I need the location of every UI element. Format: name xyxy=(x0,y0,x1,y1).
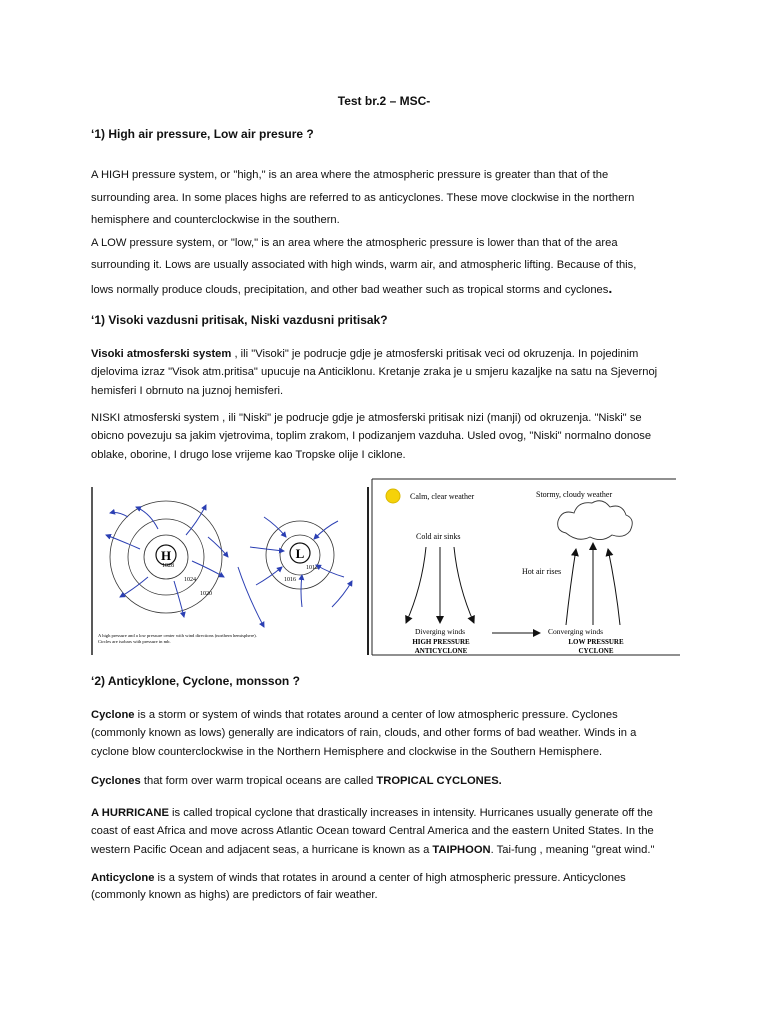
paragraph-niski xyxy=(91,409,691,464)
figure-caption: A high pressure and a low pressure center with wind directions (northern hemisphere). xyxy=(98,633,257,638)
hot-air-label: Hot air rises xyxy=(522,567,562,576)
isobar-label: 1028 xyxy=(162,563,174,569)
text-line: . Tai-fung , meaning "great wind." xyxy=(490,843,655,856)
paragraph-cyclone xyxy=(91,706,691,761)
text-line: (commonly known as highs) are predictors of fair weather. xyxy=(91,888,378,901)
paragraph-tropical-cyclones xyxy=(91,772,691,790)
isobar-label: 1024 xyxy=(184,577,196,583)
text-article: A xyxy=(91,807,102,819)
text-line: is a system of winds that rotates in around a center of high atmospheric pressure. Anticyclones xyxy=(154,872,626,884)
low-center-label: L xyxy=(295,546,305,561)
text-line: that form over warm tropical oceans are called xyxy=(140,775,377,787)
text-line: djelovima izraz "Visok atm.pritisa" upucuje na Anticiklonu. Kretanje zraka je u smjeru kazaljke na satu na Sjevernoj xyxy=(91,366,658,379)
converging-winds-label: Converging winds xyxy=(548,627,604,636)
high-pressure-label: HIGH PRESSURE xyxy=(412,638,470,646)
calm-weather-label: Calm, clear weather xyxy=(410,492,475,501)
text-line: hemisphere and counterclockwise in the southern. xyxy=(91,214,340,227)
text-line: surrounding area. In some places highs are referred to as anticyclones. These move clockwise in the northern xyxy=(91,191,635,204)
text-line: coast of east Africa and move across Atlantic Ocean toward Central America and the eastern United States. In the xyxy=(91,825,654,838)
text-line: surrounding it. Lows are usually associated with high winds, warm air, and atmospheric lifting. Because of this, xyxy=(91,259,637,272)
figure-caption: Circles are isobars with pressure in mb. xyxy=(98,639,171,644)
paragraph-hurricane xyxy=(91,804,691,859)
anticyclone-cyclone-diagram xyxy=(372,479,680,655)
anticyclone-label: ANTICYCLONE xyxy=(414,647,468,655)
text-line: NISKI atmosferski system , ili "Niski" je podrucje gdje je atmosferski pritisak nizi (manji) od okruzenja. "Niski" se xyxy=(91,412,642,424)
stormy-weather-label: Stormy, cloudy weather xyxy=(536,490,613,499)
wind-arrows-low xyxy=(238,517,352,627)
text-line: hemisferi I obrnuto na juznoj hemisferi. xyxy=(91,384,284,397)
storm-cloud-icon xyxy=(558,501,633,540)
text-line: (commonly known as lows) generally are indicators of rain, clouds, and other forms of bad weather. Winds in a xyxy=(91,727,637,740)
text-line: oblake, oborine, I drugo lose vrijeme kao Tropske olije I ciklone. xyxy=(91,448,406,461)
diverging-winds-label: Diverging winds xyxy=(415,627,466,636)
sun-icon xyxy=(386,489,400,503)
isobar-label: 1012 xyxy=(306,565,318,571)
paragraph-visoki xyxy=(91,345,691,400)
text-line: lows normally produce clouds, precipitation, and other bad weather such as tropical storms and cyclones xyxy=(91,283,609,296)
page-title: Test br.2 – MSC- xyxy=(337,94,431,108)
text-line: A HIGH pressure system, or "high," is an area where the atmospheric pressure is greater than that of the xyxy=(91,169,609,181)
cold-air-label: Cold air sinks xyxy=(416,532,461,541)
text-line: A LOW pressure system, or "low," is an area where the atmospheric pressure is lower than that of the area xyxy=(91,236,618,249)
low-pressure-label: LOW PRESSURE xyxy=(568,638,624,646)
paragraph-anticyclone xyxy=(91,870,691,904)
pressure-diagram-figure xyxy=(88,477,680,659)
heading-q2: ‘2) Anticyklone, Cyclone, monsson ? xyxy=(91,674,300,688)
text-line: obicno povezuju sa jakim vjetrovima, toplim zrakom, I podizanjem vazduha. Usled ovog, "Niski" normalno donose xyxy=(91,430,652,443)
text-line: cyclone blow counterclockwise in the Northern Hemisphere and clockwise in the Southern Hemisphere. xyxy=(91,745,603,758)
sinking-air-arrows xyxy=(406,547,474,623)
text-end-period: . xyxy=(608,279,613,296)
term-cyclone: Cyclone xyxy=(91,709,135,721)
text-line: is called tropical cyclone that drastically increases in intensity. Hurricanes usually generate off the xyxy=(168,807,653,819)
term-tropical-cyclones: TROPICAL CYCLONES. xyxy=(376,775,502,787)
term-taiphoon: TAIPHOON xyxy=(432,843,491,856)
cyclone-label: CYCLONE xyxy=(578,647,614,655)
text-line: is a storm or system of winds that rotates around a center of low atmospheric pressure. Cyclones xyxy=(134,709,618,721)
text-line: , ili "Visoki" je podrucje gdje je atmosferski pritisak veci od okruzenja. In pojedinim xyxy=(231,348,639,360)
high-center-label: H xyxy=(160,548,172,563)
high-low-isobar-diagram xyxy=(92,487,368,655)
heading-q1-bosnian: ‘1) Visoki vazdusni pritisak, Niski vazdusni pritisak? xyxy=(91,313,388,327)
term-anticyclone: Anticyclone xyxy=(91,872,155,884)
paragraph-high-low-english xyxy=(91,164,691,302)
rising-air-arrows xyxy=(566,543,620,625)
isobar-label: 1016 xyxy=(284,577,296,583)
text-line: western Pacific Ocean and adjacent seas, a hurricane is known as a xyxy=(91,843,433,856)
isobar-label: 1020 xyxy=(200,591,212,597)
term-cyclones: Cyclones xyxy=(91,775,141,787)
heading-q1: ‘1) High air pressure, Low air presure ? xyxy=(91,127,314,141)
term-visoki: Visoki atmosferski system xyxy=(91,348,232,360)
term-hurricane: HURRICANE xyxy=(101,807,169,819)
